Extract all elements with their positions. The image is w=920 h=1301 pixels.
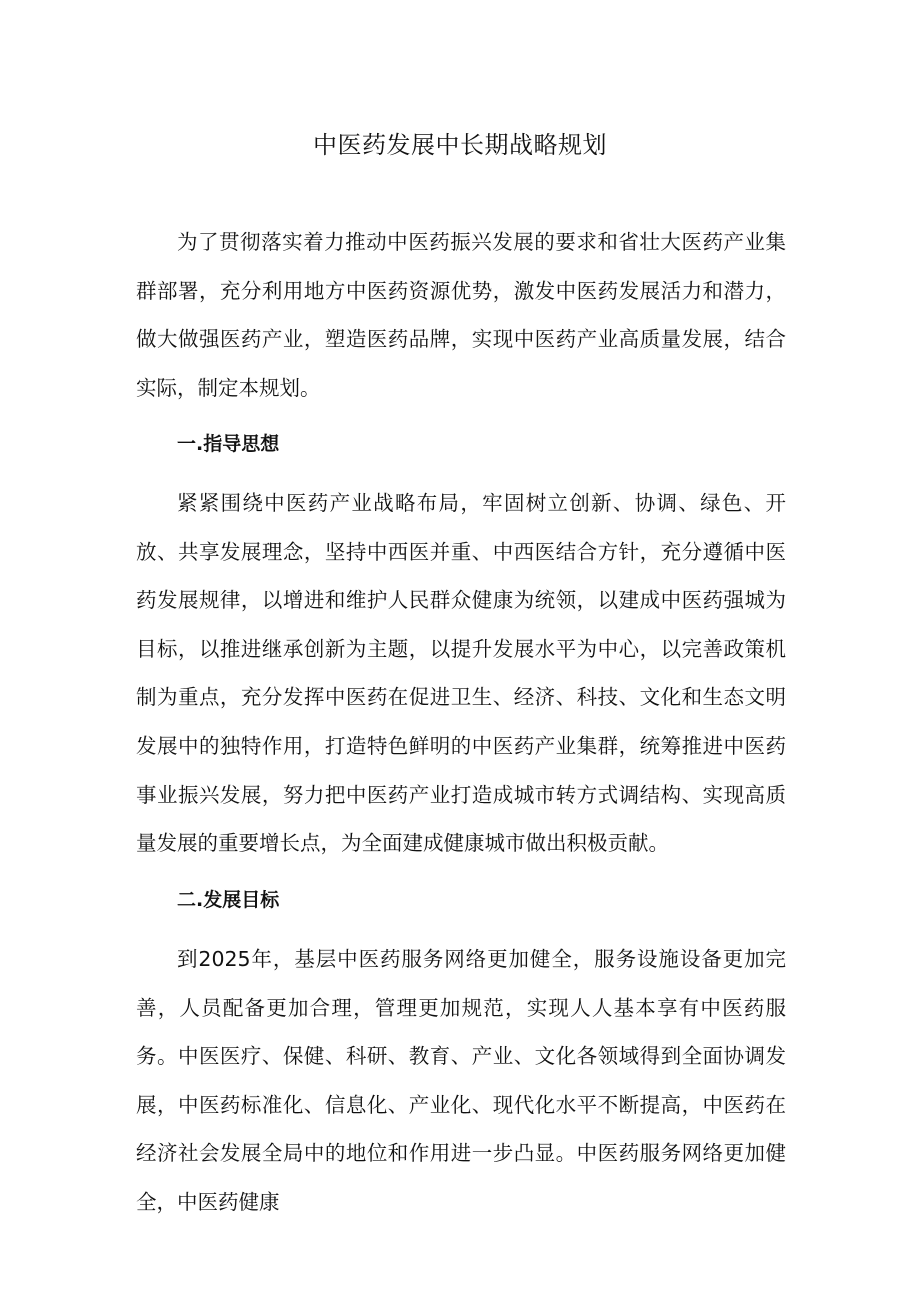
section-heading-guiding-ideology: 一.指导思想 (177, 433, 280, 455)
guiding-ideology-paragraph: 紧紧围绕中医药产业战略布局，牢固树立创新、协调、绿色、开放、共享发展理念，坚持中西医并重、中西医结合方针，充分遵循中医药发展规律，以增进和维护人民群众健康为统领，以建成中医药强城为目标，以推进继承创新为主题，以提升发展水平为中心，以完善政策机制为重点，充分发挥中医药在促进卫生、经济、科技、文化和生态文明发展中的独特作用，打造特色鲜明的中医药产业集群，统筹推进中医药事业振兴发展，努力把中医药产业打造成城市转方式调结构、实现高质量发展的重要增长点，为全面建成健康城市做出积极贡献。 (136, 491, 786, 856)
development-goals-paragraph: 到2025年，基层中医药服务网络更加健全，服务设施设备更加完善，人员配备更加合理，管理更加规范，实现人人基本享有中医药服务。中医医疗、保健、科研、教育、产业、文化各领域得到全面协调发展，中医药标准化、信息化、产业化、现代化水平不断提高，中医药在经济社会发展全局中的地位和作用进一步凸显。中医药服务网络更加健全，中医药健康 (136, 947, 786, 1214)
section-heading-development-goals: 二.发展目标 (177, 889, 280, 911)
intro-paragraph: 为了贯彻落实着力推动中医药振兴发展的要求和省壮大医药产业集群部署，充分利用地方中医药资源优势，激发中医药发展活力和潜力，做大做强医药产业，塑造医药品牌，实现中医药产业高质量发展，结合实际，制定本规划。 (136, 230, 786, 400)
document-title: 中医药发展中长期战略规划 (313, 131, 607, 159)
